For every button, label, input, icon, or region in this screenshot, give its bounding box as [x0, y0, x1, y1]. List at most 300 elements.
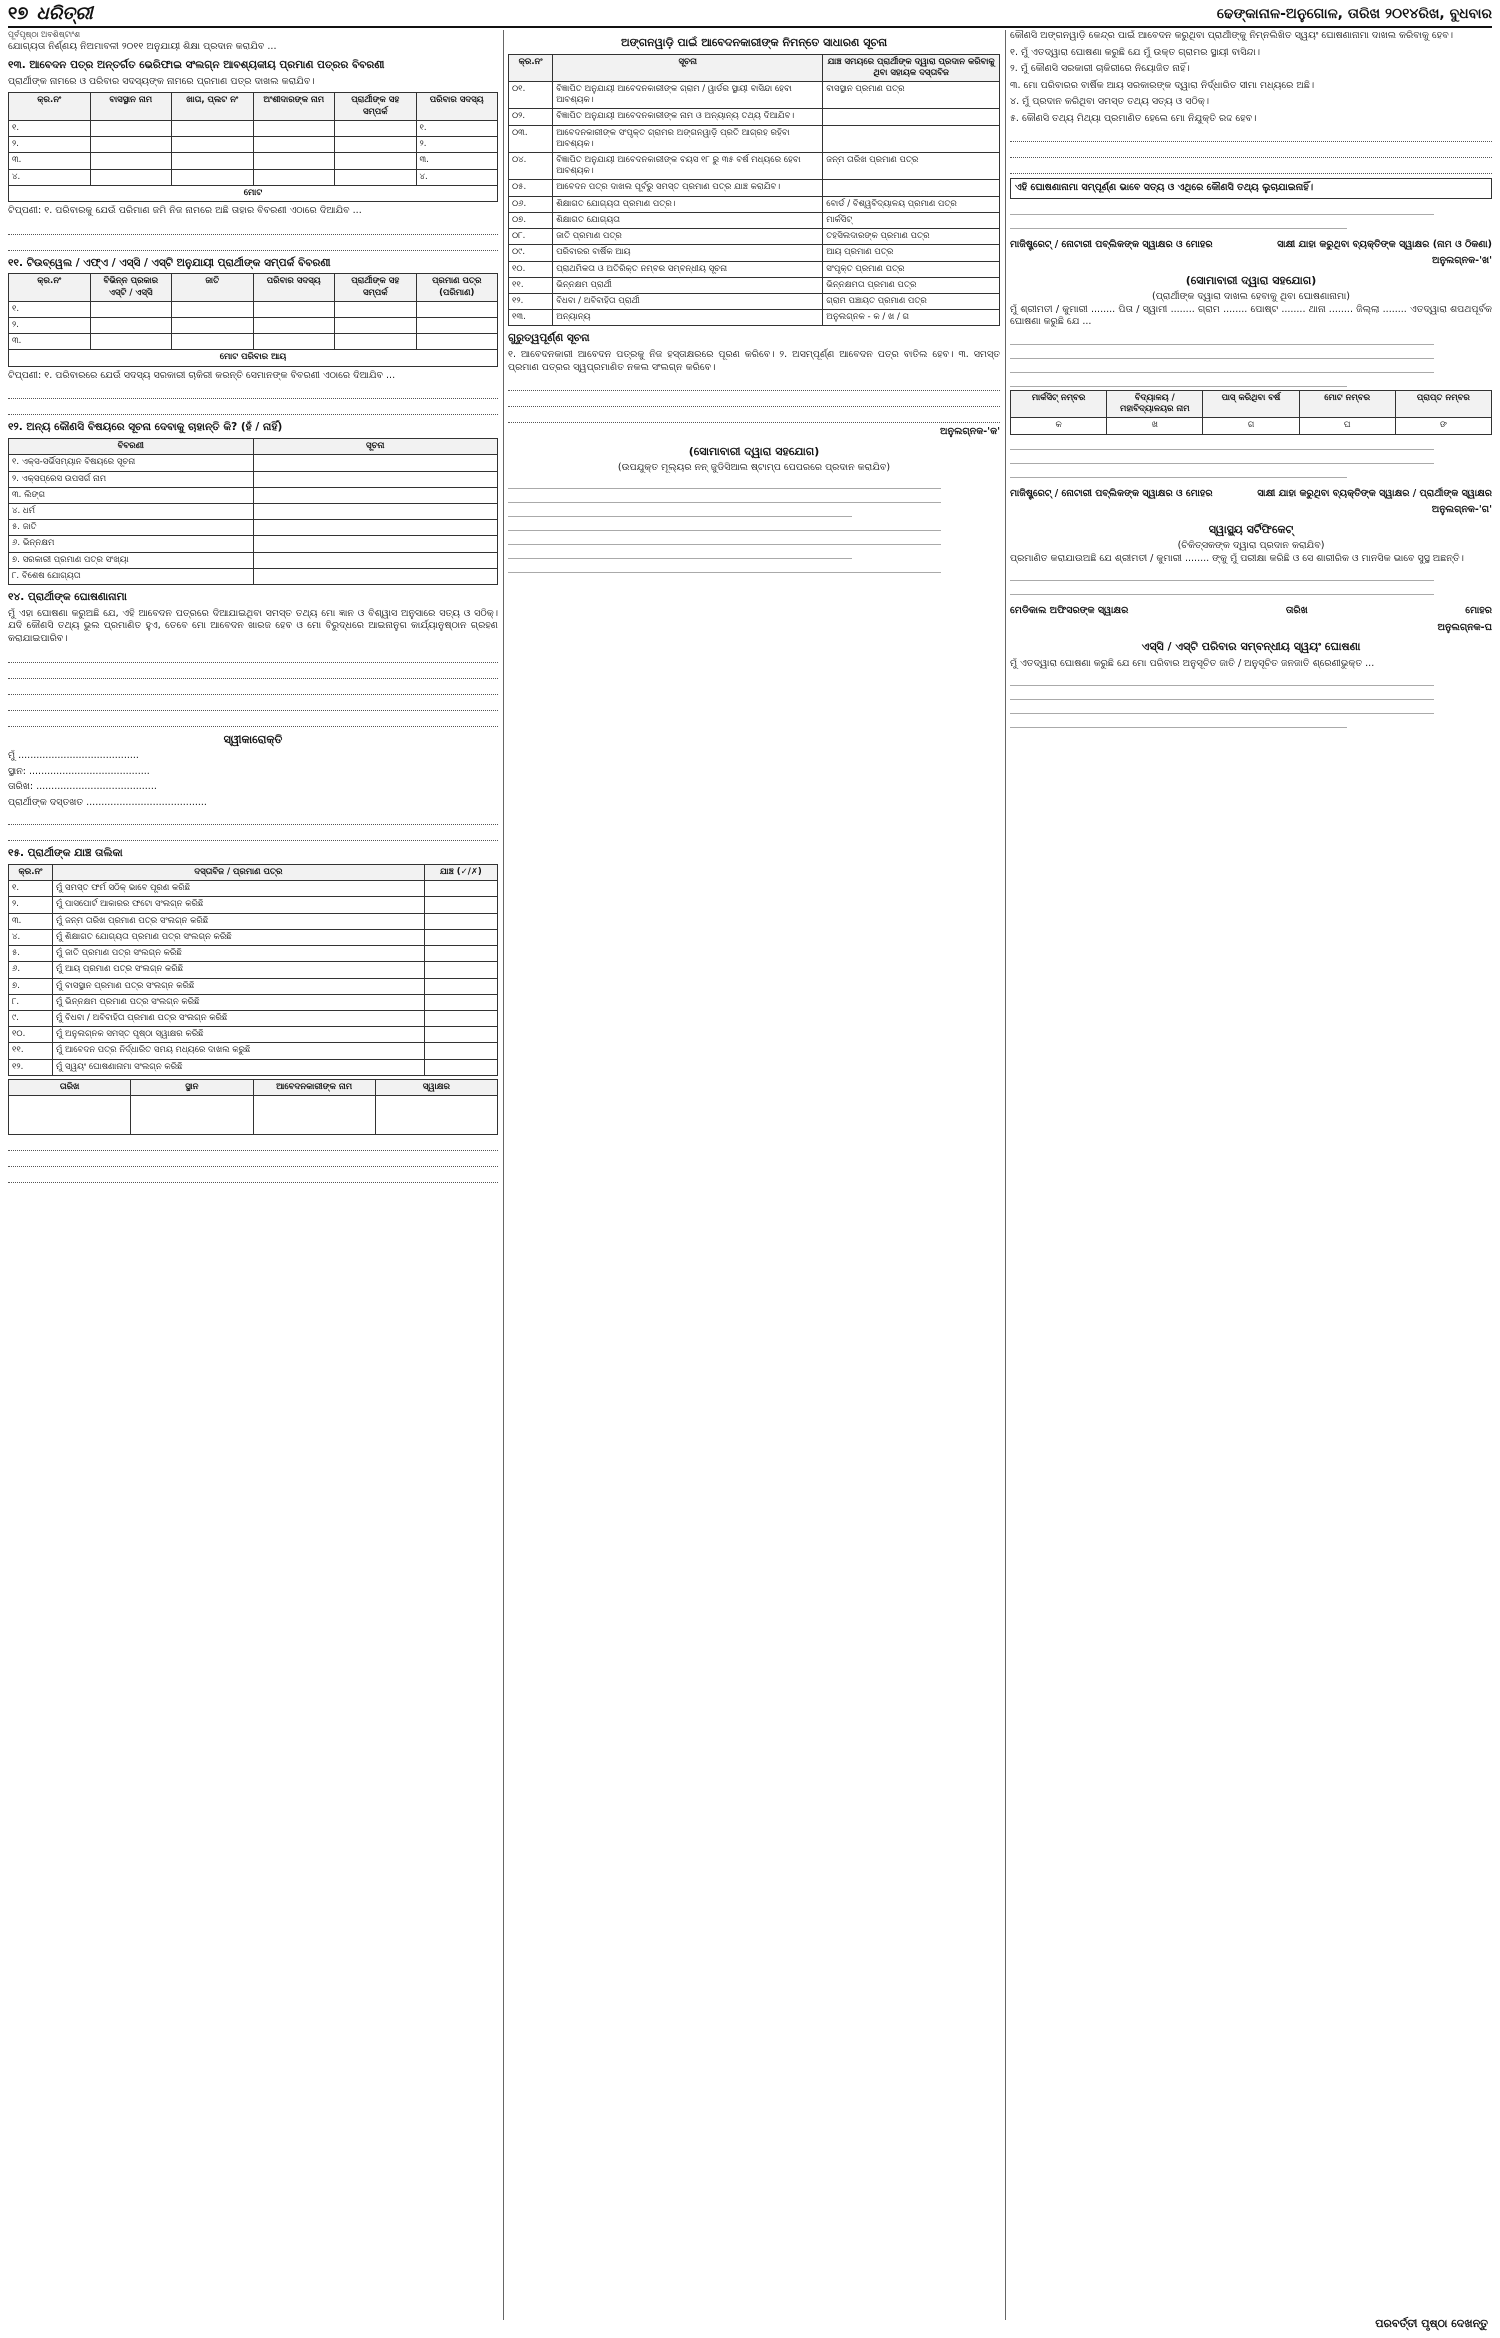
notary-signature: ମାଜିଷ୍ଟ୍ରେଟ୍ / ନୋଟାରୀ ପବ୍ଲିକଙ୍କ ସ୍ୱାକ୍ଷର ଓ ମୋହର [1010, 487, 1213, 499]
general-info-table [508, 54, 1000, 327]
table-cell: ୨. ଏକ୍‌ସପ୍ରେସ ଉପସର୍ଗ ନାମ [9, 471, 254, 487]
table-row [9, 503, 498, 519]
caste-table [8, 273, 498, 366]
table-cell: ୬. ଭିନ୍ନକ୍ଷମ [9, 536, 254, 552]
table-cell [335, 334, 417, 350]
declaration-text: ମୁଁ ଏହା ଘୋଷଣା କରୁଅଛି ଯେ, ଏହି ଆବେଦନ ପତ୍ରରେ ଦିଆଯାଇଥିବା ସମସ୍ତ ତଥ୍ୟ ମୋ ଜ୍ଞାନ ଓ ବିଶ୍ୱାସ ଅନୁସାରେ ସତ୍ୟ ଓ ସଠିକ୍। ଯଦି କୌଣସି ତଥ୍ୟ ଭୁଲ ପ୍ରମାଣିତ ହୁଏ, ତେବେ ମୋ ଆବେଦନ ଖାରଜ ହେବ ଓ ମୋ ବିରୁଦ୍ଧରେ ଆଇନାନୁଗ କାର୍ଯ୍ୟାନୁଷ୍ଠାନ ଗ୍ରହଣ କରାଯାଇପାରିବ। [8, 607, 498, 644]
table-row [9, 978, 498, 994]
fill-line [1010, 452, 1434, 464]
fill-line [508, 547, 852, 559]
table-cell: ବିଜ୍ଞାପିତ ଅନୁଯାୟୀ ଆବେଦନକାରୀଙ୍କ ଗ୍ରାମ / ୱାର୍ଡର ସ୍ଥାୟୀ ବାସିନ୍ଦା ହେବା ଆବଶ୍ୟକ। [553, 81, 823, 108]
table-cell [424, 946, 497, 962]
table-cell: ୫. ଜାତି [9, 520, 254, 536]
table-cell [335, 318, 417, 334]
fill-line [1010, 569, 1434, 581]
table-cell: ମୁଁ ଜନ୍ମ ତାରିଖ ପ୍ରମାଣ ପତ୍ର ସଂଲଗ୍ନ କରିଛି [53, 913, 425, 929]
table-cell: ୦୭. [509, 212, 553, 228]
table-header: ଆବେଦନକାରୀଙ୍କ ନାମ [253, 1079, 375, 1095]
table-cell: ୧. [9, 120, 91, 136]
table-cell [335, 153, 417, 169]
table-header: ମୋଟ ନମ୍ବର [1299, 390, 1395, 417]
annex-ka-sub: (ଉପଯୁକ୍ତ ମୂଲ୍ୟର ନନ୍ ଜୁଡିସିଆଲ ଷ୍ଟାମ୍ପ ପେପରରେ ପ୍ରଦାନ କରାଯିବ) [617, 462, 891, 474]
table-row [9, 913, 498, 929]
table-header: କ୍ର.ନଂ [509, 54, 553, 81]
table-cell [253, 169, 335, 185]
table-header: ବାସସ୍ଥାନ ନାମ [90, 93, 172, 120]
table-cell: ଭିନ୍ନକ୍ଷମ ପ୍ରାର୍ଥୀ [553, 277, 823, 293]
sign-cell [253, 1096, 375, 1135]
table-cell: ୨. [416, 137, 498, 153]
table-cell: ୧. ଏକ୍‌ସ-ସର୍ଭିସମ୍ୟାନ ବିଷୟରେ ସୂଚନା [9, 455, 254, 471]
table-row [9, 471, 498, 487]
table-row [509, 109, 1000, 125]
annex-gha-text: ମୁଁ ଏତଦ୍ୱାରା ଘୋଷଣା କରୁଛି ଯେ ମୋ ପରିବାର ଅନୁସୂଚିତ ଜାତି / ଅନୁସୂଚିତ ଜନଜାତି ଶ୍ରେଣୀଭୁକ୍ତ ... [1010, 657, 1375, 669]
table-row [9, 994, 498, 1010]
table-cell: ୭. [9, 978, 53, 994]
total-label: ମୋଟ [9, 185, 498, 201]
table-row [9, 897, 498, 913]
land-table [8, 92, 498, 202]
line [8, 222, 498, 235]
table-cell: ଜାତି ପ୍ରମାଣ ପତ୍ର [553, 229, 823, 245]
table-header: ମାର୍କସିଟ୍ ନମ୍ବର [1011, 390, 1107, 417]
table-row [9, 881, 498, 897]
table-cell: ମୁଁ ଆୟ ପ୍ରମାଣ ପତ୍ର ସଂଲଗ୍ନ କରିଛି [53, 962, 425, 978]
table-cell: ୨. [9, 318, 91, 334]
table-row [9, 120, 498, 136]
fill-line [1010, 716, 1347, 728]
table-cell: ୧୦. [509, 261, 553, 277]
table-row [9, 520, 498, 536]
important-title: ଗୁରୁତ୍ୱପୂର୍ଣ୍ଣ ସୂଚନା [508, 332, 590, 345]
table-cell: ୮. [9, 994, 53, 1010]
total-row [9, 350, 498, 366]
table-cell [90, 318, 172, 334]
table-cell [253, 318, 335, 334]
table-cell [172, 334, 254, 350]
table-cell [253, 334, 335, 350]
fill-line [1010, 688, 1434, 700]
table-cell [90, 301, 172, 317]
table-row [9, 137, 498, 153]
table-row [9, 455, 498, 471]
table-row [509, 212, 1000, 228]
table-cell: ୦୧. [509, 81, 553, 108]
line [8, 1170, 498, 1183]
table-row [509, 245, 1000, 261]
table-cell: ଶିକ୍ଷାଗତ ଯୋଗ୍ୟତା ପ୍ରମାଣ ପତ୍ର। [553, 196, 823, 212]
table-cell: ମୁଁ ପାସପୋର୍ଟ ଆକାରର ଫଟୋ ସଂଲଗ୍ନ କରିଛି [53, 897, 425, 913]
table-cell: ୩. [9, 153, 91, 169]
table-row [509, 81, 1000, 108]
table-cell [424, 962, 497, 978]
table-cell: ଆୟ ପ୍ରମାଣ ପତ୍ର [823, 245, 1000, 261]
ack-field: ତାରିଖ: ........................................ [8, 781, 157, 793]
column-1 [8, 30, 498, 2320]
masthead-rule [8, 26, 1492, 28]
declaration-item: ୪. ମୁଁ ପ୍ରଦାନ କରିଥିବା ସମସ୍ତ ତଥ୍ୟ ସତ୍ୟ ଓ ସଠିକ୍। [1010, 96, 1210, 108]
table-cell [424, 1010, 497, 1026]
table-cell: ୨. [9, 137, 91, 153]
declaration-item: ୩. ମୋ ପରିବାରର ବାର୍ଷିକ ଆୟ ସରକାରଙ୍କ ଦ୍ୱାରା ନିର୍ଦ୍ଧାରିତ ସୀମା ମଧ୍ୟରେ ଅଛି। [1010, 79, 1315, 91]
table-header: କ୍ର.ନଂ [9, 93, 91, 120]
table-cell: ବିଜ୍ଞାପିତ ଅନୁଯାୟୀ ଆବେଦନକାରୀଙ୍କ ନାମ ଓ ଅନ୍ୟାନ୍ୟ ତଥ୍ୟ ଦିଆଯିବ। [553, 109, 823, 125]
table-header: ଯାଞ୍ଚ (✓/✗) [424, 865, 497, 881]
table-cell: ଅନୁଲଗ୍ନକ - କ / ଖ / ଗ [823, 310, 1000, 326]
table-cell: ୧. [416, 120, 498, 136]
note-2: ଟିପ୍ପଣୀ: ୧. ପରିବାରରେ ଯେଉଁ ସଦସ୍ୟ ସରକାରୀ ଚାକିରୀ କରନ୍ତି ସେମାନଙ୍କ ବିବରଣୀ ଏଠାରେ ଦିଆଯିବ ... [8, 369, 396, 381]
table-cell [335, 301, 417, 317]
table-header: ବିବରଣୀ [9, 439, 254, 455]
marks-table [1010, 390, 1492, 435]
fill-line [1010, 583, 1434, 595]
table-row [509, 277, 1000, 293]
table-cell [424, 929, 497, 945]
medical-signature-field: ମେଡିକାଲ ଅଫିସରଙ୍କ ସ୍ୱାକ୍ଷର [1010, 605, 1129, 617]
table-cell [253, 153, 335, 169]
annex-kha-title: ଅନୁଲଗ୍ନକ-'ଖ' [1431, 255, 1492, 267]
declaration-items [1010, 47, 1492, 126]
boxed-note: ଏହି ଘୋଷଣାନାମା ସମ୍ପୂର୍ଣ୍ଣ ଭାବେ ସତ୍ୟ ଓ ଏଥିରେ କୌଣସି ତଥ୍ୟ ଲୁଚାଯାଇନାହିଁ। [1010, 178, 1492, 199]
table-cell [253, 487, 498, 503]
table-cell: ୧୨. [9, 1059, 53, 1075]
line [8, 1138, 498, 1151]
table-cell [823, 109, 1000, 125]
table-row [9, 153, 498, 169]
table-cell [823, 180, 1000, 196]
table-cell [416, 301, 498, 317]
annex-ga-heading: ସ୍ୱାସ୍ଥ୍ୟ ସର୍ଟିଫିକେଟ୍ [1208, 522, 1294, 536]
table-row [9, 1043, 498, 1059]
sign-cell [9, 1096, 131, 1135]
table-row [509, 229, 1000, 245]
table-cell: ୦୩. [509, 125, 553, 152]
table-cell: ଘ [1299, 418, 1395, 434]
table-cell [90, 169, 172, 185]
total-row [9, 185, 498, 201]
fill-line [508, 561, 941, 573]
table-cell: ୩. [9, 913, 53, 929]
table-cell [172, 120, 254, 136]
annex-ka-title: ଅନୁଲଗ୍ନକ-'କ' [940, 426, 1000, 438]
general-info-title: ଅଙ୍ଗନୱାଡ଼ି ପାଇଁ ଆବେଦନକାରୀଙ୍କ ନିମନ୍ତେ ସାଧାରଣ ସୂଚନା [620, 36, 888, 49]
table-cell [172, 169, 254, 185]
table-cell: ୦୬. [509, 196, 553, 212]
checklist-table [8, 864, 498, 1076]
table-cell [172, 137, 254, 153]
fill-line [508, 477, 941, 489]
table-cell: ୨. [9, 897, 53, 913]
table-cell [253, 503, 498, 519]
fill-line [1010, 466, 1347, 478]
table-cell: ୯. [9, 1010, 53, 1026]
intro-text: ଯୋଗ୍ୟତା ନିର୍ଣ୍ଣୟ ନିଅମାବଳୀ ୨୦୧୧ ଅନୁଯାୟୀ ଶିକ୍ଷା ପ୍ରଦାନ କରାଯିବ ... [8, 40, 277, 52]
ack-field: ସ୍ଥାନ: ........................................ [8, 765, 150, 777]
table-cell: ୧. [9, 301, 91, 317]
table-header: ସ୍ଥାନ [131, 1079, 253, 1095]
line [8, 1154, 498, 1167]
table-cell: ୦୪. [509, 153, 553, 180]
table-cell: ୧୨. [509, 294, 553, 310]
fill-line [1010, 438, 1434, 450]
table-header: ଜାତି [172, 274, 254, 301]
table-cell [253, 471, 498, 487]
table-cell [424, 881, 497, 897]
table-cell [90, 120, 172, 136]
fill-line [1010, 333, 1434, 345]
annex-gha-title: ଅନୁଲଗ୍ନକ-ଘ [1437, 621, 1492, 633]
table-cell: ଶିକ୍ଷାଗତ ଯୋଗ୍ୟତା [553, 212, 823, 228]
sign-cell [375, 1096, 497, 1135]
fill-line [1010, 217, 1347, 229]
newspaper-logo: ଧରିତ୍ରୀ [36, 3, 93, 25]
line [508, 410, 1000, 423]
table-cell: ୧୦. [9, 1027, 53, 1043]
column-divider [1005, 30, 1006, 2320]
fill-line [508, 491, 941, 503]
table-header: ଦସ୍ତାବିଜ / ପ୍ରମାଣ ପତ୍ର [53, 865, 425, 881]
witness-signature: ସାକ୍ଷୀ ଯାହା କରୁଥିବା ବ୍ୟକ୍ତିଙ୍କ ସ୍ୱାକ୍ଷର (ନାମ ଓ ଠିକଣା) [1277, 238, 1492, 250]
line [508, 394, 1000, 407]
column-2 [508, 30, 1000, 2320]
medical-signature-field: ମୋହର [1465, 605, 1492, 617]
table-cell: ପରିବାରର ବାର୍ଷିକ ଆୟ [553, 245, 823, 261]
line [1010, 129, 1492, 142]
table-row [9, 487, 498, 503]
table-cell: କ [1011, 418, 1107, 434]
table-header: ଖାତା, ପ୍ଲଟ ନଂ [172, 93, 254, 120]
table-row [9, 318, 498, 334]
ack-field: ମୁଁ ........................................ [8, 750, 139, 762]
table-cell [90, 137, 172, 153]
table-cell [253, 137, 335, 153]
continued-label: ପୂର୍ବପୃଷ୍ଠା ଅବଶିଷ୍ଟାଂଶ [8, 30, 81, 39]
table-header: ସ୍ୱାକ୍ଷର [375, 1079, 497, 1095]
table-cell: ଆବେଦନକାରୀଙ୍କ ସଂପୃକ୍ତ ଗ୍ରାମର ଅଙ୍ଗନୱାଡ଼ି ପ୍ରତି ଆଗ୍ରହ ରହିବା ଆବଶ୍ୟକ। [553, 125, 823, 152]
table-cell: ଗ୍ରାମ ପଞ୍ଚାୟତ ପ୍ରମାଣ ପତ୍ର [823, 294, 1000, 310]
table-row [509, 125, 1000, 152]
witness-signature: ସାକ୍ଷୀ ଯାହା କରୁଥିବା ବ୍ୟକ୍ତିଙ୍କ ସ୍ୱାକ୍ଷର / ପ୍ରାର୍ଥୀଙ୍କ ସ୍ୱାକ୍ଷର [1257, 487, 1492, 499]
table-header: ପ୍ରାର୍ଥୀଙ୍କ ସହ ସମ୍ପର୍କ [335, 274, 417, 301]
section-11-title: ୧୧. ଟିଉବ୍‌ୱେଲ / ଏଫ୍‌ଏ / ଏସ୍‌ସି / ଏସ୍‌ଟି ଅନୁଯାୟୀ ପ୍ରାର୍ଥୀଙ୍କ ସମ୍ପର୍କ ବିବରଣୀ [8, 256, 331, 269]
table-header: କ୍ର.ନଂ [9, 274, 91, 301]
table-cell: ବିଧବା / ଅବିବାହିତା ପ୍ରାର୍ଥୀ [553, 294, 823, 310]
column-3 [1010, 30, 1492, 2320]
table-cell: ମୁଁ ଜାତି ପ୍ରମାଣ ପତ୍ର ସଂଲଗ୍ନ କରିଛି [53, 946, 425, 962]
table-cell [253, 301, 335, 317]
line [8, 650, 498, 663]
table-cell: ଙ [1395, 418, 1491, 434]
table-row [9, 334, 498, 350]
table-row [9, 568, 498, 584]
table-row [9, 962, 498, 978]
table-cell: ମୁଁ ଅନୁଲଗ୍ନକ ସମସ୍ତ ପୃଷ୍ଠା ସ୍ୱାକ୍ଷର କରିଛି [53, 1027, 425, 1043]
annex-ga-text: ପ୍ରମାଣିତ କରାଯାଉଅଛି ଯେ ଶ୍ରୀମତୀ / କୁମାରୀ ........ ଙ୍କୁ ମୁଁ ପରୀକ୍ଷା କରିଛି ଓ ସେ ଶାରୀରିକ ଓ ମାନସିକ ଭାବେ ସୁସ୍ଥ ଅଛନ୍ତି। [1010, 552, 1464, 564]
annex-ka-heading: (ସୋମାବାରୀ ଦ୍ୱାରା ସହଯୋଗ) [688, 444, 820, 458]
table-cell [253, 120, 335, 136]
notary-signature: ମାଜିଷ୍ଟ୍ରେଟ୍ / ନୋଟାରୀ ପବ୍ଲିକଙ୍କ ସ୍ୱାକ୍ଷର ଓ ମୋହର [1010, 238, 1213, 250]
line [8, 828, 498, 841]
table-cell: ମାର୍କସିଟ୍ [823, 212, 1000, 228]
table-cell: ମୁଁ ଭିନ୍ନକ୍ଷମ ପ୍ରମାଣ ପତ୍ର ସଂଲଗ୍ନ କରିଛି [53, 994, 425, 1010]
table-header: ବିଦ୍ୟାଳୟ / ମହାବିଦ୍ୟାଳୟର ନାମ [1107, 390, 1203, 417]
table-cell [253, 552, 498, 568]
fill-line [1010, 203, 1434, 215]
dateline: ଢେଙ୍କାନାଳ-ଅନୁଗୋଳ, ତାରିଖ ୨୦୧୪ରିଖ, ବୁଧବାର [1216, 5, 1492, 22]
fill-line [1010, 702, 1434, 714]
table-header: ପାସ୍ କରିଥିବା ବର୍ଷ [1203, 390, 1299, 417]
table-cell: ମୁଁ ବିଧବା / ଅବିବାହିତା ପ୍ରମାଣ ପତ୍ର ସଂଲଗ୍ନ କରିଛି [53, 1010, 425, 1026]
annex-gha-heading: ଏସ୍‌ସି / ଏସ୍‌ଟି ପରିବାର ସମ୍ବନ୍ଧୀୟ ସ୍ୱୟଂ ଘୋଷଣା [1141, 640, 1361, 654]
table-cell: ସଂପୃକ୍ତ ପ୍ରମାଣ ପତ୍ର [823, 261, 1000, 277]
table-cell [424, 913, 497, 929]
table-cell [90, 334, 172, 350]
table-cell: ୩. [9, 334, 91, 350]
table-cell: ୧୧. [9, 1043, 53, 1059]
note-1: ଟିପ୍ପଣୀ: ୧. ପରିବାରକୁ ଯେଉଁ ପରିମାଣ ଜମି ନିଜ ନାମରେ ଅଛି ତାହାର ବିବରଣୀ ଏଠାରେ ଦିଆଯିବ ... [8, 205, 362, 216]
section-12-title: ୧୨. ଅନ୍ୟ କୌଣସି ବିଷୟରେ ସୂଚନା ଦେବାକୁ ଚାହାନ୍ତି କି? (ହଁ / ନାହିଁ) [8, 421, 283, 434]
table-cell [172, 153, 254, 169]
table-cell [253, 568, 498, 584]
line [1010, 161, 1492, 174]
table-cell: ୮. ବିଶେଷ ଯୋଗ୍ୟତା [9, 568, 254, 584]
declaration-item: ୧. ମୁଁ ଏତଦ୍ୱାରା ଘୋଷଣା କରୁଛି ଯେ ମୁଁ ଉକ୍ତ ଗ୍ରାମର ସ୍ଥାୟୀ ବାସିନ୍ଦା। [1010, 46, 1261, 58]
signature-row-1 [1010, 239, 1492, 252]
section-14-title: ୧୪. ପ୍ରାର୍ଥୀଙ୍କ ଘୋଷଣାନାମା [8, 591, 127, 604]
table-cell: ବୋର୍ଡ / ବିଶ୍ୱବିଦ୍ୟାଳୟ ପ୍ରମାଣ ପତ୍ର [823, 196, 1000, 212]
table-cell: ୦୮. [509, 229, 553, 245]
fill-line [508, 533, 941, 545]
masthead-left [8, 2, 93, 26]
declaration-item: ୫. କୌଣସି ତଥ୍ୟ ମିଥ୍ୟା ପ୍ରମାଣିତ ହେଲେ ମୋ ନିଯୁକ୍ତି ରଦ୍ଦ ହେବ। [1010, 112, 1257, 124]
table-header: ଅଂଶୀଦାରଙ୍କ ନାମ [253, 93, 335, 120]
declaration-item: ୨. ମୁଁ କୌଣସି ସରକାରୀ ଚାକିରୀରେ ନିୟୋଜିତ ନାହିଁ। [1010, 63, 1190, 75]
fill-line [1010, 375, 1347, 387]
annex-kha-sub: (ପ୍ରାର୍ଥୀଙ୍କ ଦ୍ୱାରା ଦାଖଲ ହେବାକୁ ଥିବା ଘୋଷଣାନାମା) [1151, 291, 1350, 303]
table-row [9, 1059, 498, 1075]
table-row [509, 196, 1000, 212]
table-cell [335, 169, 417, 185]
table-cell [424, 897, 497, 913]
acknowledgement-title: ସ୍ୱୀକାରୋକ୍ତି [223, 732, 283, 746]
table-cell [823, 125, 1000, 152]
line [8, 812, 498, 825]
table-cell [172, 301, 254, 317]
table-cell [424, 994, 497, 1010]
line [8, 714, 498, 727]
table-cell [424, 1059, 497, 1075]
important-text: ୧. ଆବେଦନକାରୀ ଆବେଦନ ପତ୍ରକୁ ନିଜ ହସ୍ତାକ୍ଷରରେ ପୂରଣ କରିବେ। ୨. ଅସମ୍ପୂର୍ଣ୍ଣ ଆବେଦନ ପତ୍ର ବାତିଲ ହେବ। ୩. ସମସ୍ତ ପ୍ରମାଣ ପତ୍ରର ସ୍ୱପ୍ରମାଣିତ ନକଲ ସଂଲଗ୍ନ କରିବେ। [508, 349, 1000, 373]
table-cell: ୫. [9, 946, 53, 962]
table-header: ପ୍ରାପ୍ତ ନମ୍ବର [1395, 390, 1491, 417]
total-label: ମୋଟ ପରିବାର ଆୟ [9, 350, 498, 366]
table-row [9, 169, 498, 185]
table-row [509, 294, 1000, 310]
continue-next-page: ପରବର୍ତ୍ତୀ ପୃଷ୍ଠା ଦେଖନ୍ତୁ [1375, 2317, 1488, 2331]
table-cell [424, 978, 497, 994]
fill-line [1010, 674, 1434, 686]
table-header: ସୂଚନା [553, 54, 823, 81]
section-13-text: ପ୍ରାର୍ଥୀଙ୍କ ନାମରେ ଓ ପରିବାର ସଦସ୍ୟଙ୍କ ନାମରେ ପ୍ରମାଣ ପତ୍ର ଦାଖଲ କରାଯିବ। [8, 75, 315, 87]
table-header: ତାରିଖ [9, 1079, 131, 1095]
table-cell [335, 120, 417, 136]
table-cell: ୪. [416, 169, 498, 185]
table-cell: ପ୍ରାଥମିକତା ଓ ଅତିରିକ୍ତ ନମ୍ବର ସମ୍ବନ୍ଧୀୟ ସୂଚନା [553, 261, 823, 277]
table-cell: ୪. ଧର୍ମ [9, 503, 254, 519]
table-cell: ମୁଁ ଆବେଦନ ପତ୍ର ନିର୍ଦ୍ଧାରିତ ସମୟ ମଧ୍ୟରେ ଦାଖଲ କରୁଛି [53, 1043, 425, 1059]
table-cell: ୧୩. [509, 310, 553, 326]
col3-intro: କୌଣସି ଅଙ୍ଗନୱାଡ଼ି କେନ୍ଦ୍ର ପାଇଁ ଆବେଦନ କରୁଥିବା ପ୍ରାର୍ଥୀଙ୍କୁ ନିମ୍ନଲିଖିତ ସ୍ୱୟଂ ଘୋଷଣାନାମା ଦାଖଲ କରିବାକୁ ହେବ। [1010, 30, 1453, 41]
annex-kha-heading: (ସୋମାବାରୀ ଦ୍ୱାରା ସହଯୋଗ) [1185, 273, 1317, 287]
table-header: ପ୍ରାର୍ଥୀଙ୍କ ସହ ସମ୍ପର୍କ [335, 93, 417, 120]
table-cell: ଭିନ୍ନକ୍ଷମତା ପ୍ରମାଣ ପତ୍ର [823, 277, 1000, 293]
table-cell: ୦୯. [509, 245, 553, 261]
table-cell: ୧. [9, 881, 53, 897]
fill-line [1010, 361, 1434, 373]
line [8, 698, 498, 711]
line [8, 238, 498, 251]
acknowledgement-fields [8, 750, 498, 809]
table-cell: ମୁଁ ସମସ୍ତ ଫର୍ମ ସଠିକ୍ ଭାବେ ପୂରଣ କରିଛି [53, 881, 425, 897]
line [8, 666, 498, 679]
masthead [8, 4, 1492, 24]
table-header: ପରିବାର ସଦସ୍ୟ [253, 274, 335, 301]
table-cell [416, 318, 498, 334]
line [508, 378, 1000, 391]
table-cell [253, 536, 498, 552]
table-row [9, 1010, 498, 1026]
table-cell: ଜନ୍ମ ତାରିଖ ପ୍ରମାଣ ପତ୍ର [823, 153, 1000, 180]
table-cell [424, 1027, 497, 1043]
table-cell: ୩. [416, 153, 498, 169]
table-row [9, 552, 498, 568]
table-row [509, 310, 1000, 326]
table-header: ସୂଚନା [253, 439, 498, 455]
table-cell [416, 334, 498, 350]
table-header: କ୍ର.ନଂ [9, 865, 53, 881]
table-cell: ମୁଁ ସ୍ୱୟଂ ଘୋଷଣାନାମା ସଂଲଗ୍ନ କରିଛି [53, 1059, 425, 1075]
table-cell: ୧୧. [509, 277, 553, 293]
table-cell: ୭. ସରକାରୀ ପ୍ରମାଣ ପତ୍ର ସଂଖ୍ୟା [9, 552, 254, 568]
table-row [9, 929, 498, 945]
line [8, 402, 498, 415]
line [8, 386, 498, 399]
line [1010, 145, 1492, 158]
ack-field: ପ୍ରାର୍ଥୀଙ୍କ ଦସ୍ତଖତ ........................................ [8, 796, 207, 808]
table-cell: ୬. [9, 962, 53, 978]
table-cell [424, 1043, 497, 1059]
table-cell [335, 137, 417, 153]
column-divider [503, 30, 504, 2320]
table-cell: ୦୨. [509, 109, 553, 125]
table-cell: ବିଜ୍ଞାପିତ ଅନୁଯାୟୀ ଆବେଦନକାରୀଙ୍କ ବୟସ ୧୮ ରୁ ୩୫ ବର୍ଷ ମଧ୍ୟରେ ହେବା ଆବଶ୍ୟକ। [553, 153, 823, 180]
section-15-title: ୧୫. ପ୍ରାର୍ଥୀଙ୍କ ଯାଞ୍ଚ ତାଲିକା [8, 847, 123, 860]
fill-line [1010, 347, 1434, 359]
table-cell [90, 153, 172, 169]
table-cell: ୩. ଲିଙ୍ଗ [9, 487, 254, 503]
table-cell: ମୁଁ ଶିକ୍ଷାଗତ ଯୋଗ୍ୟତା ପ୍ରମାଣ ପତ୍ର ସଂଲଗ୍ନ କରିଛି [53, 929, 425, 945]
signature-row-2 [1010, 488, 1492, 501]
table-row [509, 153, 1000, 180]
table-cell: ଖ [1107, 418, 1203, 434]
table-header: ପରିବାର ସଦସ୍ୟ [416, 93, 498, 120]
table-cell: ୪. [9, 169, 91, 185]
sign-table [8, 1079, 498, 1135]
table-cell [253, 520, 498, 536]
sign-cell [131, 1096, 253, 1135]
table-cell [253, 455, 498, 471]
fill-line [508, 519, 941, 531]
